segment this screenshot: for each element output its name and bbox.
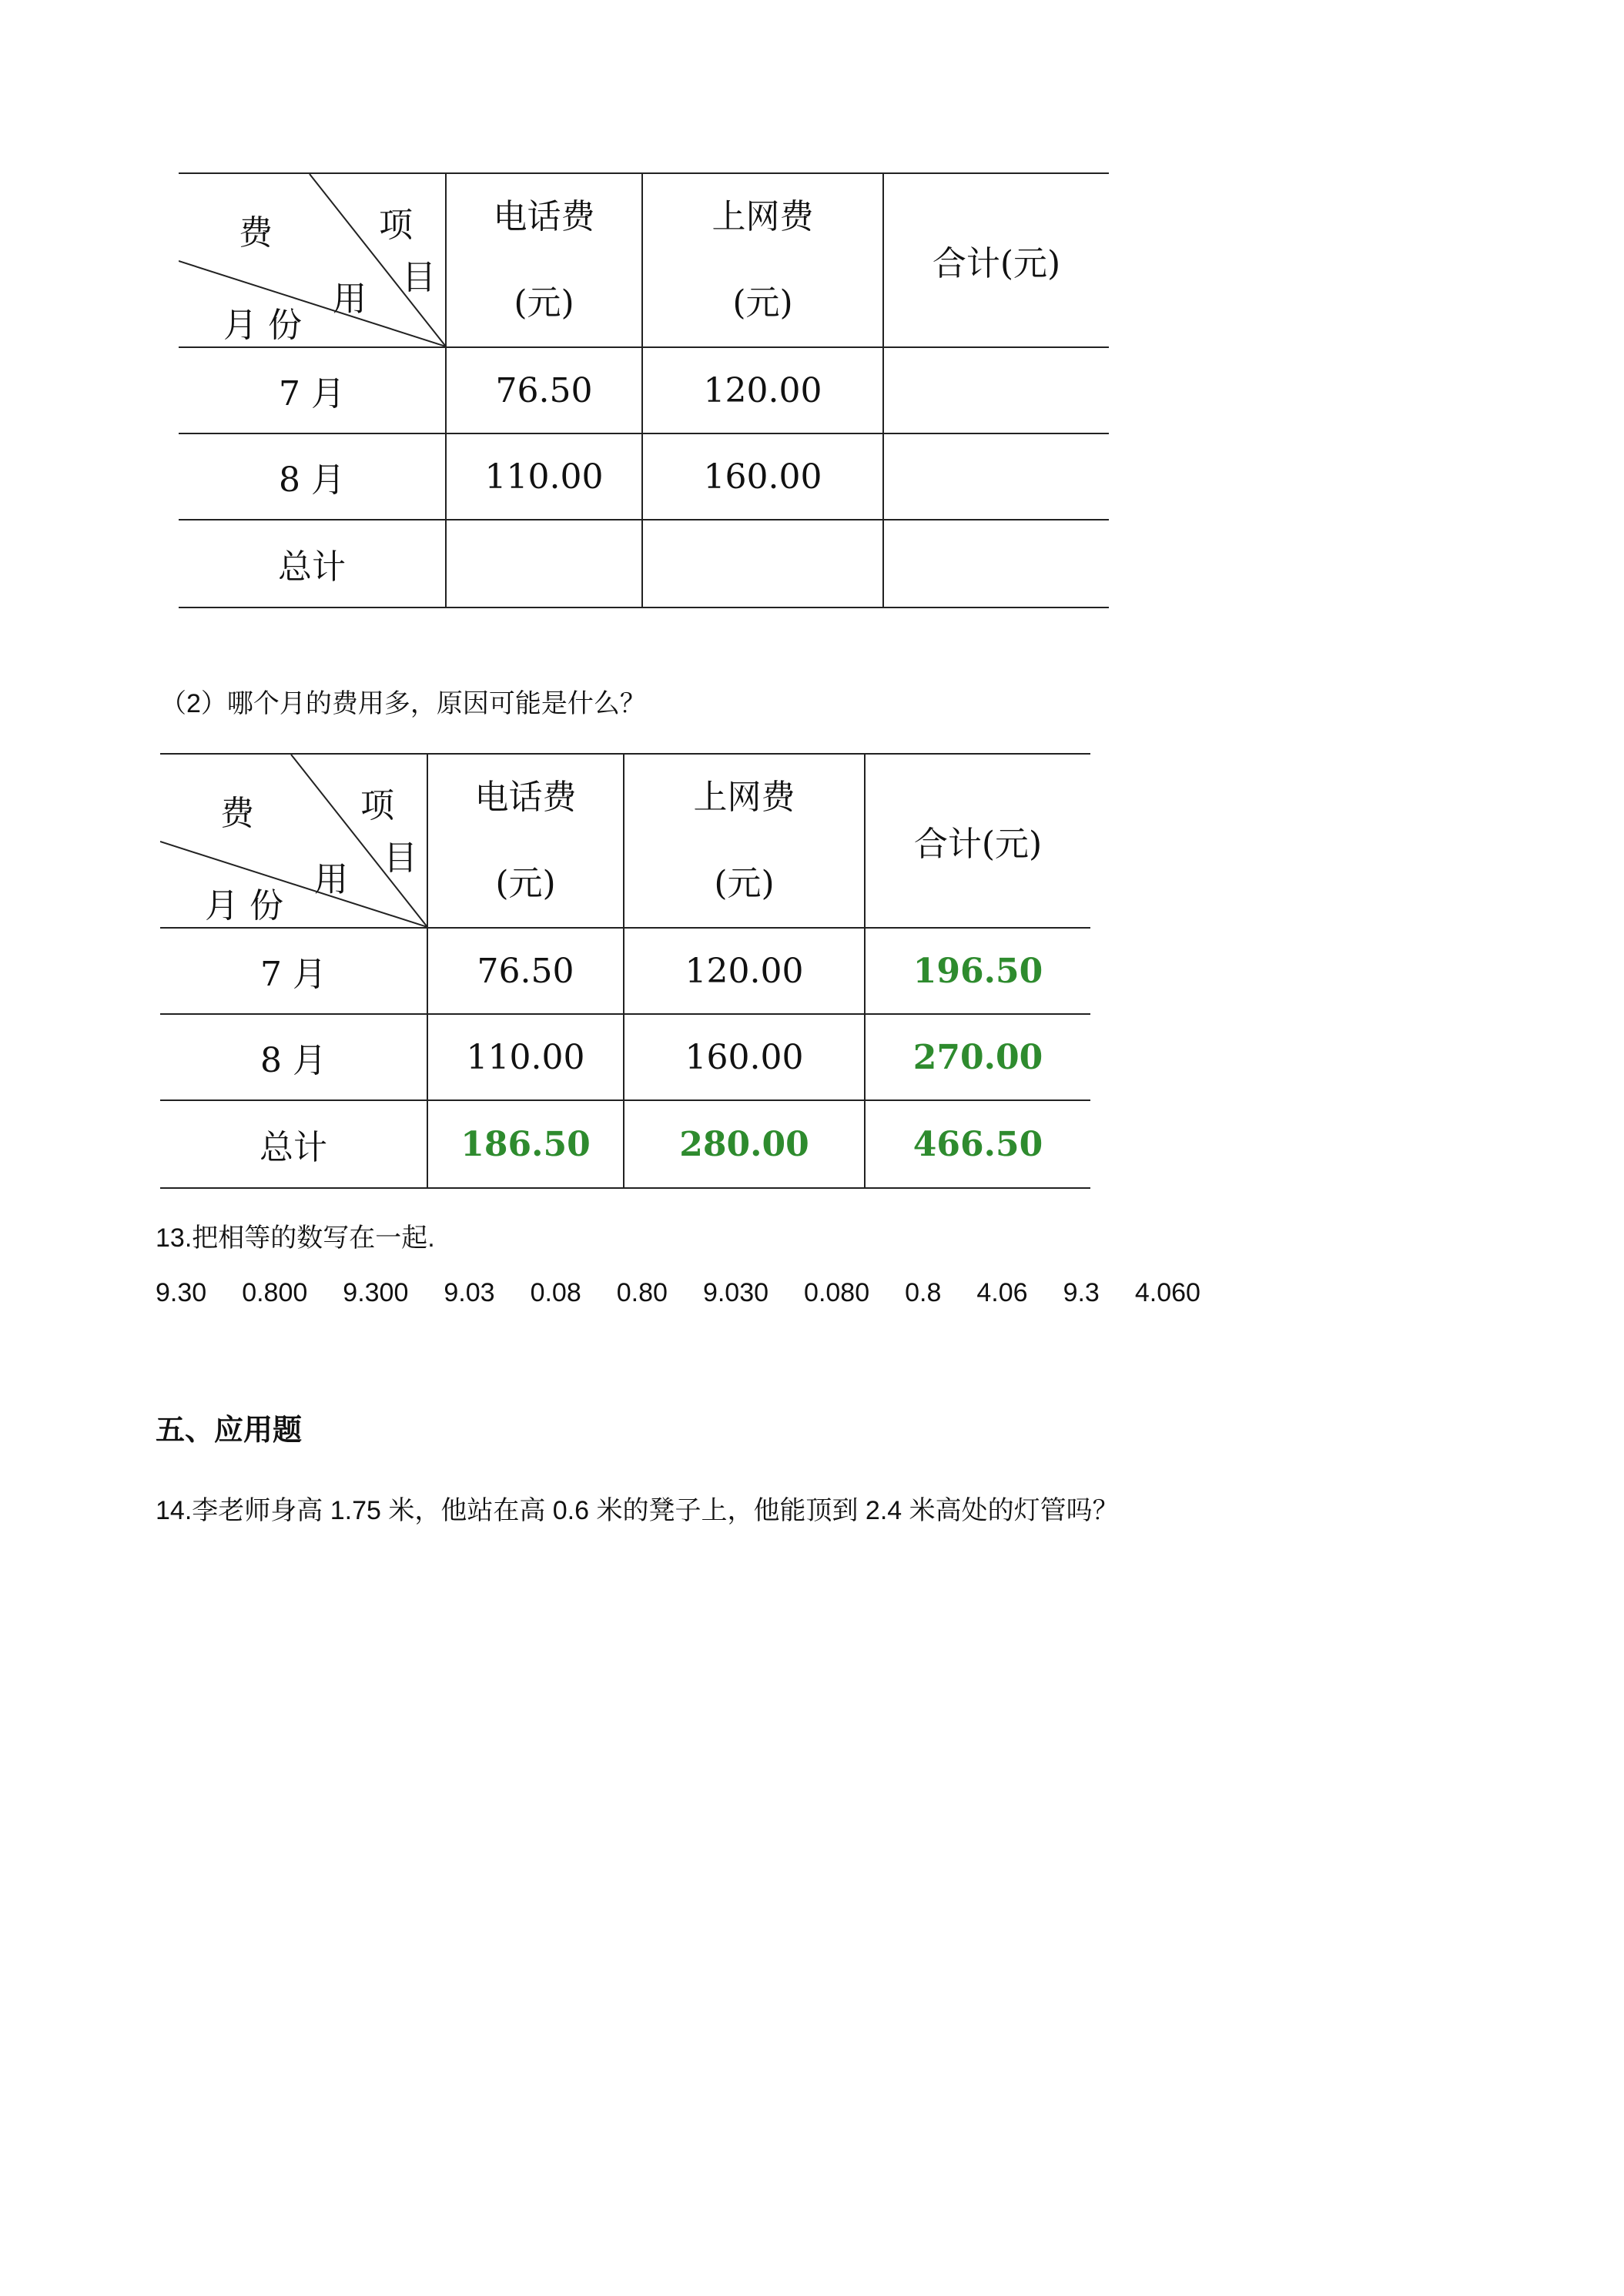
header-net-label: 上网费: [712, 197, 814, 236]
header-phone: [446, 173, 642, 347]
corner-use: 用: [314, 860, 348, 899]
corner-use: 用: [333, 279, 367, 319]
number-item: 9.30: [156, 1278, 207, 1307]
header-phone-unit: (元): [495, 864, 556, 903]
table-row: [160, 1014, 1090, 1100]
corner-month: 月 份: [223, 306, 302, 345]
row-month: 7 月: [179, 347, 446, 433]
cell-total-answer: 270.00: [865, 1014, 1090, 1100]
number-item: 0.800: [242, 1278, 308, 1307]
number-list: [156, 1278, 1236, 1308]
question-13: 13.把相等的数写在一起.: [156, 1223, 435, 1253]
row-month: 总计: [179, 520, 446, 607]
cell-phone: 110.00: [446, 433, 642, 520]
number-item: 4.060: [1134, 1278, 1200, 1307]
cell-phone-answer: 186.50: [427, 1100, 624, 1188]
cell-net: 120.00: [624, 928, 865, 1014]
cell-phone: 76.50: [446, 347, 642, 433]
corner-cell: [160, 754, 427, 928]
cell-total-answer: 466.50: [865, 1100, 1090, 1188]
cell-net: 120.00: [642, 347, 883, 433]
corner-month: 月 份: [205, 886, 283, 925]
table-row: [179, 433, 1109, 520]
header-net-label: 上网费: [693, 778, 795, 817]
number-item: 4.06: [976, 1278, 1028, 1307]
cell-total: [883, 347, 1109, 433]
row-month: 8 月: [179, 433, 446, 520]
header-net: [642, 173, 883, 347]
header-total: 合计(元): [865, 754, 1090, 928]
cell-phone: 76.50: [427, 928, 624, 1014]
cell-net: 160.00: [642, 433, 883, 520]
row-month: 7 月: [160, 928, 427, 1014]
cell-net: [642, 520, 883, 607]
cell-total: [883, 520, 1109, 607]
table-row: [160, 928, 1090, 1014]
section-heading: 五、应用题: [156, 1413, 303, 1447]
table-row: [179, 520, 1109, 607]
corner-item2: 目: [383, 838, 417, 878]
corner-item: 项: [360, 786, 394, 825]
number-item: 0.08: [530, 1278, 581, 1307]
number-item: 0.80: [616, 1278, 668, 1307]
header-phone-label: 电话费: [493, 197, 595, 236]
number-item: 0.080: [804, 1278, 870, 1307]
number-item: 9.300: [343, 1278, 409, 1307]
expense-table-answered: [160, 753, 1090, 1189]
question-14: 14.李老师身高 1.75 米，他站在高 0.6 米的凳子上，他能顶到 2.4 米高处的灯管吗？: [156, 1496, 1119, 1525]
cell-total-answer: 196.50: [865, 928, 1090, 1014]
row-month: 总计: [160, 1100, 427, 1188]
table-row: [160, 1100, 1090, 1188]
number-item: 9.3: [1063, 1278, 1100, 1307]
header-total: 合计(元): [883, 173, 1109, 347]
number-item: 0.8: [905, 1278, 942, 1307]
cell-net-answer: 280.00: [624, 1100, 865, 1188]
cell-phone: [446, 520, 642, 607]
header-net-unit: (元): [714, 864, 775, 903]
expense-table-blank: [179, 172, 1109, 608]
row-month: 8 月: [160, 1014, 427, 1100]
corner-cell: [179, 173, 446, 347]
number-item: 9.03: [444, 1278, 495, 1307]
corner-item: 项: [379, 206, 413, 245]
header-net: [624, 754, 865, 928]
header-phone-unit: (元): [514, 283, 574, 323]
corner-fee: 费: [239, 213, 273, 253]
header-phone-label: 电话费: [474, 778, 577, 817]
cell-total: [883, 433, 1109, 520]
table-row: [179, 347, 1109, 433]
cell-net: 160.00: [624, 1014, 865, 1100]
header-net-unit: (元): [732, 283, 793, 323]
number-item: 9.030: [702, 1278, 769, 1307]
corner-item2: 目: [402, 258, 436, 297]
corner-fee: 费: [220, 794, 254, 833]
cell-phone: 110.00: [427, 1014, 624, 1100]
question-2: （2）哪个月的费用多，原因可能是什么？: [160, 689, 646, 718]
header-phone: [427, 754, 624, 928]
